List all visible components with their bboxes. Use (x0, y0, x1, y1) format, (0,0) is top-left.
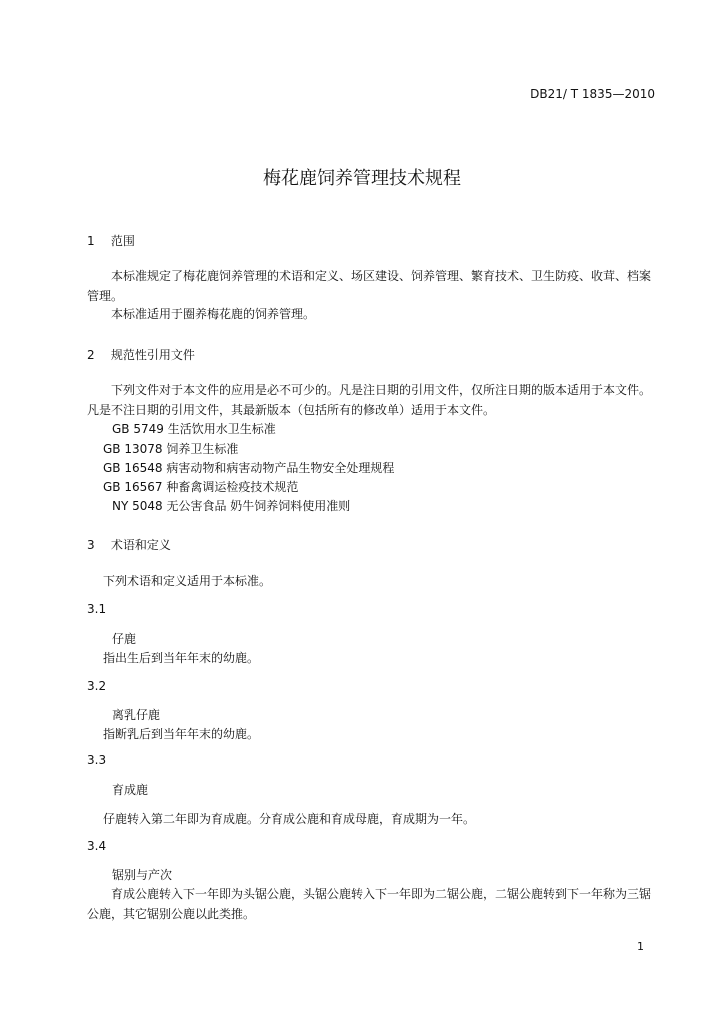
reference-item: NY 5048 无公害食品 奶牛饲养饲料使用准则 (112, 499, 351, 513)
section-3-intro: 下列术语和定义适用于本标准。 (103, 574, 272, 588)
term-name: 仔鹿 (112, 632, 137, 646)
section-number: 2 (87, 348, 95, 362)
section-number: 1 (87, 234, 95, 248)
section-1-paragraph-1: 本标准规定了梅花鹿饲养管理的术语和定义、场区建设、饲养管理、繁育技术、卫生防疫、收茸、档案管理。 (87, 269, 652, 303)
reference-item: GB 5749 生活饮用水卫生标准 (112, 422, 276, 436)
section-number: 3 (87, 538, 95, 552)
section-title: 规范性引用文件 (110, 348, 195, 362)
section-2-paragraph-1: 下列文件对于本文件的应用是必不可少的。凡是注日期的引用文件，仅所注日期的版本适用于本文件。凡是不注日期的引用文件，其最新版本（包括所有的修改单）适用于本文件。 (87, 383, 652, 417)
reference-item: GB 16567 种畜禽调运检疫技术规范 (103, 480, 299, 494)
section-title: 范围 (110, 234, 135, 248)
section-1-paragraph-2: 本标准适用于圈养梅花鹿的饲养管理。 (111, 307, 316, 321)
term-definition: 仔鹿转入第二年即为育成鹿。分育成公鹿和育成母鹿，育成期为一年。 (103, 812, 476, 826)
section-title: 术语和定义 (110, 538, 171, 552)
term-number: 3.3 (87, 753, 107, 767)
page-number: 1 (637, 940, 644, 953)
term-name: 锯别与产次 (112, 868, 173, 882)
reference-item: GB 16548 病害动物和病害动物产品生物安全处理规程 (103, 461, 395, 475)
term-name: 育成鹿 (112, 783, 149, 797)
reference-item: GB 13078 饲养卫生标准 (103, 442, 239, 456)
standard-code: DB21/ T 1835—2010 (530, 87, 655, 101)
term-number: 3.1 (87, 602, 107, 616)
term-name: 离乳仔鹿 (112, 708, 161, 722)
document-title: 梅花鹿饲养管理技术规程 (263, 168, 461, 189)
section-3-heading (87, 536, 171, 553)
term-definition: 指出生后到当年年末的幼鹿。 (103, 651, 260, 665)
term-number: 3.4 (87, 839, 107, 853)
section-2-heading (87, 346, 195, 363)
term-definition: 指断乳后到当年年末的幼鹿。 (103, 727, 260, 741)
section-1-heading (87, 232, 135, 249)
term-number: 3.2 (87, 679, 107, 693)
term-definition: 育成公鹿转入下一年即为头锯公鹿，头锯公鹿转入下一年即为二锯公鹿，二锯公鹿转到下一年称为三锯公鹿，其它锯别公鹿以此类推。 (87, 887, 652, 921)
